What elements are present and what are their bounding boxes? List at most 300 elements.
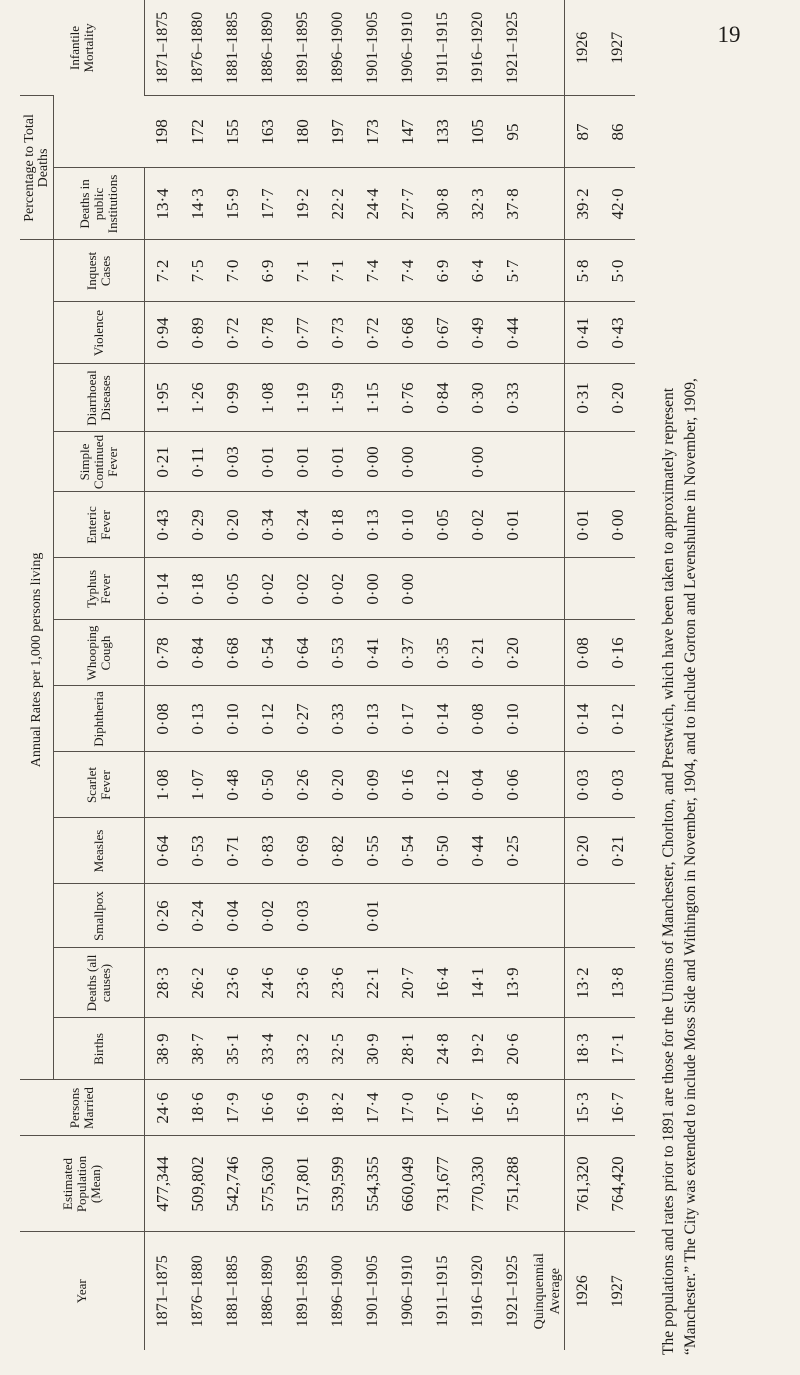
cell-measles: 0·54 [390, 818, 425, 884]
table-row [495, 0, 530, 1350]
cell-smallpox [425, 884, 460, 948]
cell-married: 15·3 [565, 1080, 601, 1136]
cell-violence: 0·43 [600, 302, 635, 364]
cell-typhus: 0·05 [215, 558, 250, 620]
table-row [145, 0, 181, 1350]
cell-married: 17·6 [425, 1080, 460, 1136]
cell-whooping: 0·41 [355, 620, 390, 686]
cell-married: 24·6 [145, 1080, 181, 1136]
cell-enteric: 0·02 [460, 492, 495, 558]
enteric-fever-header: Enteric Fever [54, 492, 145, 558]
cell-year: 1876–1880 [180, 1232, 215, 1350]
cell-year2: 1911–1915 [433, 11, 451, 84]
cell-inquest: 7·4 [390, 240, 425, 302]
page-number: 19 [717, 22, 741, 47]
cell-year: 1896–1900 [320, 1232, 355, 1350]
persons-married-header: Persons Married [20, 1080, 145, 1136]
cell-institutions: 19·2 [285, 168, 320, 240]
public-institutions-header: Deaths in public Institutions [54, 168, 145, 240]
cell-infantile: 172 [180, 96, 215, 168]
births-header: Births [54, 1018, 145, 1080]
table-row [355, 0, 390, 1350]
cell-institutions: 13·4 [145, 168, 181, 240]
cell-births: 35·1 [215, 1018, 250, 1080]
cell-population: 575,630 [250, 1136, 285, 1232]
cell-population: 477,344 [145, 1136, 181, 1232]
cell-deaths: 28·3 [145, 948, 181, 1018]
cell-scarlet: 0·16 [390, 752, 425, 818]
cell-year: 1926 [565, 1232, 601, 1350]
cell-diarrhoeal: 1·19 [285, 364, 320, 432]
cell-births: 19·2 [460, 1018, 495, 1080]
cell-enteric: 0·29 [180, 492, 215, 558]
cell-year2: 1926 [565, 0, 601, 96]
cell-scarlet: 0·04 [460, 752, 495, 818]
cell-simple [425, 432, 460, 492]
cell-enteric: 0·01 [565, 492, 601, 558]
cell-whooping: 0·84 [180, 620, 215, 686]
cell-infantile: 133 [425, 96, 460, 168]
cell-diphtheria: 0·12 [600, 686, 635, 752]
cell-enteric: 0·00 [600, 492, 635, 558]
cell-population: 539,599 [320, 1136, 355, 1232]
table-row [425, 0, 460, 1350]
cell-population: 761,320 [565, 1136, 601, 1232]
cell-deaths: 26·2 [180, 948, 215, 1018]
cell-year2: 1896–1900 [328, 11, 346, 84]
cell-inquest: 6·4 [460, 240, 495, 302]
cell-whooping: 0·78 [145, 620, 181, 686]
cell-diphtheria: 0·10 [215, 686, 250, 752]
cell-measles: 0·53 [180, 818, 215, 884]
cell-infantile: 173 [355, 96, 390, 168]
cell-measles: 0·71 [215, 818, 250, 884]
cell-infantile: 180 [285, 96, 320, 168]
cell-typhus [460, 558, 495, 620]
cell-institutions: 39·2 [565, 168, 601, 240]
cell-year2: 1891–1895 [293, 11, 311, 84]
cell-whooping: 0·08 [565, 620, 601, 686]
cell-simple: 0·11 [180, 432, 215, 492]
cell-violence: 0·44 [495, 302, 530, 364]
cell-diphtheria: 0·13 [355, 686, 390, 752]
cell-diphtheria: 0·12 [250, 686, 285, 752]
cell-deaths: 14·1 [460, 948, 495, 1018]
cell-inquest: 7·1 [285, 240, 320, 302]
cell-inquest: 7·5 [180, 240, 215, 302]
cell-measles: 0·44 [460, 818, 495, 884]
cell-diphtheria: 0·14 [565, 686, 601, 752]
cell-diarrhoeal: 0·30 [460, 364, 495, 432]
gap-cell [530, 364, 565, 432]
cell-deaths: 20·7 [390, 948, 425, 1018]
cell-year: 1901–1905 [355, 1232, 390, 1350]
cell-institutions: 24·4 [355, 168, 390, 240]
cell-whooping: 0·35 [425, 620, 460, 686]
cell-inquest: 6·9 [425, 240, 460, 302]
gap-cell [530, 1136, 565, 1232]
table-row [390, 0, 425, 1350]
cell-typhus [600, 558, 635, 620]
cell-infantile: 198 [145, 96, 181, 168]
cell-enteric: 0·34 [250, 492, 285, 558]
cell-violence: 0·73 [320, 302, 355, 364]
table-body [145, 0, 636, 1350]
cell-enteric: 0·43 [145, 492, 181, 558]
gap-cell [530, 432, 565, 492]
cell-whooping: 0·37 [390, 620, 425, 686]
cell-simple [495, 432, 530, 492]
table-row [250, 0, 285, 1350]
cell-simple: 0·00 [390, 432, 425, 492]
cell-inquest: 7·1 [320, 240, 355, 302]
cell-year: 1891–1895 [285, 1232, 320, 1350]
cell-married: 16·6 [250, 1080, 285, 1136]
footnote-line-1: The populations and rates prior to 1891 are those for the Unions of Manchester, Chorlton, and Prestwich, which have been taken to approximately represent [660, 388, 677, 1355]
cell-enteric: 0·18 [320, 492, 355, 558]
cell-whooping: 0·20 [495, 620, 530, 686]
cell-births: 38·9 [145, 1018, 181, 1080]
table-row [215, 0, 250, 1350]
cell-married: 15·8 [495, 1080, 530, 1136]
table-row [460, 0, 495, 1350]
cell-population: 660,049 [390, 1136, 425, 1232]
cell-births: 32·5 [320, 1018, 355, 1080]
cell-violence: 0·41 [565, 302, 601, 364]
gap-cell [530, 168, 565, 240]
cell-violence: 0·68 [390, 302, 425, 364]
cell-married: 16·7 [600, 1080, 635, 1136]
cell-diarrhoeal: 1·26 [180, 364, 215, 432]
cell-smallpox [460, 884, 495, 948]
cell-whooping: 0·21 [460, 620, 495, 686]
cell-population: 542,746 [215, 1136, 250, 1232]
cell-scarlet: 0·06 [495, 752, 530, 818]
row-gap [530, 0, 565, 1350]
cell-typhus [565, 558, 601, 620]
cell-typhus: 0·14 [145, 558, 181, 620]
cell-scarlet: 1·08 [145, 752, 181, 818]
cell-inquest: 7·0 [215, 240, 250, 302]
cell-violence: 0·67 [425, 302, 460, 364]
cell-simple: 0·01 [285, 432, 320, 492]
cell-infantile: 147 [390, 96, 425, 168]
cell-births: 20·6 [495, 1018, 530, 1080]
population-header [20, 1136, 145, 1232]
table-row [565, 0, 601, 1350]
cell-married: 18·6 [180, 1080, 215, 1136]
cell-smallpox: 0·03 [285, 884, 320, 948]
cell-institutions: 30·8 [425, 168, 460, 240]
cell-infantile: 87 [565, 96, 601, 168]
cell-enteric: 0·10 [390, 492, 425, 558]
smallpox-header: Smallpox [54, 884, 145, 948]
cell-births: 17·1 [600, 1018, 635, 1080]
cell-typhus: 0·02 [250, 558, 285, 620]
cell-diarrhoeal: 0·33 [495, 364, 530, 432]
cell-deaths: 16·4 [425, 948, 460, 1018]
cell-married: 17·9 [215, 1080, 250, 1136]
cell-deaths: 23·6 [320, 948, 355, 1018]
cell-year: 1927 [600, 1232, 635, 1350]
cell-simple [565, 432, 601, 492]
gap-cell [530, 686, 565, 752]
cell-enteric: 0·05 [425, 492, 460, 558]
cell-deaths: 22·1 [355, 948, 390, 1018]
cell-infantile: 86 [600, 96, 635, 168]
cell-diphtheria: 0·14 [425, 686, 460, 752]
cell-measles: 0·20 [565, 818, 601, 884]
cell-institutions: 37·8 [495, 168, 530, 240]
cell-violence: 0·77 [285, 302, 320, 364]
footnote-line-2: “Manchester.” The City was extended to include Moss Side and Withington in November, 1904, and to include Gorton and Levenshulme in November, 1909, [682, 378, 699, 1355]
gap-cell [530, 818, 565, 884]
gap-cell [530, 620, 565, 686]
cell-population: 764,420 [600, 1136, 635, 1232]
cell-measles: 0·25 [495, 818, 530, 884]
cell-simple: 0·21 [145, 432, 181, 492]
cell-whooping: 0·53 [320, 620, 355, 686]
cell-smallpox: 0·04 [215, 884, 250, 948]
cell-scarlet: 0·50 [250, 752, 285, 818]
gap-cell [530, 0, 565, 96]
cell-inquest: 7·4 [355, 240, 390, 302]
cell-measles: 0·64 [145, 818, 181, 884]
cell-scarlet: 0·12 [425, 752, 460, 818]
cell-institutions: 14·3 [180, 168, 215, 240]
cell-births: 30·9 [355, 1018, 390, 1080]
cell-violence: 0·94 [145, 302, 181, 364]
cell-births: 38·7 [180, 1018, 215, 1080]
cell-births: 24·8 [425, 1018, 460, 1080]
cell-year2: 1876–1880 [188, 11, 206, 84]
cell-infantile: 155 [215, 96, 250, 168]
cell-deaths: 13·9 [495, 948, 530, 1018]
cell-births: 28·1 [390, 1018, 425, 1080]
cell-typhus: 0·02 [320, 558, 355, 620]
cell-diarrhoeal: 0·20 [600, 364, 635, 432]
cell-violence: 0·78 [250, 302, 285, 364]
cell-inquest: 5·0 [600, 240, 635, 302]
cell-enteric: 0·24 [285, 492, 320, 558]
cell-smallpox [495, 884, 530, 948]
cell-scarlet: 0·26 [285, 752, 320, 818]
year-header: Year [20, 1232, 145, 1350]
cell-year2: 1871–1875 [153, 11, 171, 84]
cell-year2: 1916–1920 [468, 11, 486, 84]
cell-simple [600, 432, 635, 492]
cell-enteric: 0·01 [495, 492, 530, 558]
cell-year: 1916–1920 [460, 1232, 495, 1350]
statistics-table-rotated [20, 11, 720, 1350]
cell-smallpox [320, 884, 355, 948]
diarrhoeal-diseases-header: Diarrhoeal Diseases [54, 364, 145, 432]
cell-deaths: 13·8 [600, 948, 635, 1018]
cell-diphtheria: 0·17 [390, 686, 425, 752]
cell-infantile: 163 [250, 96, 285, 168]
cell-population: 554,355 [355, 1136, 390, 1232]
footnote [658, 35, 702, 1355]
cell-married: 17·4 [355, 1080, 390, 1136]
cell-typhus: 0·18 [180, 558, 215, 620]
cell-whooping: 0·54 [250, 620, 285, 686]
cell-diphtheria: 0·27 [285, 686, 320, 752]
cell-year2: 1881–1885 [223, 11, 241, 84]
cell-inquest: 5·8 [565, 240, 601, 302]
gap-cell [530, 302, 565, 364]
cell-deaths: 13·2 [565, 948, 601, 1018]
cell-year2: 1901–1905 [363, 11, 381, 84]
cell-infantile: 95 [495, 96, 530, 168]
cell-population: 517,801 [285, 1136, 320, 1232]
cell-measles: 0·55 [355, 818, 390, 884]
cell-scarlet: 0·09 [355, 752, 390, 818]
gap-cell [530, 884, 565, 948]
gap-cell [530, 1018, 565, 1080]
population-header-label: Estimated Population [60, 1155, 89, 1213]
annual-rates-header: Annual Rates per 1,000 persons living [20, 240, 54, 1080]
deaths-header: Deaths (all causes) [54, 948, 145, 1018]
gap-cell [530, 558, 565, 620]
gap-cell [530, 1080, 565, 1136]
cell-population: 770,330 [460, 1136, 495, 1232]
cell-diarrhoeal: 1·15 [355, 364, 390, 432]
cell-simple: 0·01 [320, 432, 355, 492]
whooping-cough-header: Whooping Cough [54, 620, 145, 686]
cell-infantile: 105 [460, 96, 495, 168]
cell-year2: 1927 [608, 31, 626, 64]
cell-measles: 0·69 [285, 818, 320, 884]
cell-year: 1881–1885 [215, 1232, 250, 1350]
cell-whooping: 0·64 [285, 620, 320, 686]
cell-violence: 0·49 [460, 302, 495, 364]
cell-inquest: 7·2 [145, 240, 181, 302]
percentage-header: Percentage to Total Deaths [20, 96, 54, 240]
table-row [320, 0, 355, 1350]
quinquennial-average-label: Quinquennial Average [530, 1232, 565, 1350]
table-row [180, 0, 215, 1350]
cell-population: 509,802 [180, 1136, 215, 1232]
cell-typhus: 0·00 [390, 558, 425, 620]
cell-whooping: 0·16 [600, 620, 635, 686]
cell-scarlet: 0·03 [600, 752, 635, 818]
cell-measles: 0·83 [250, 818, 285, 884]
cell-year2: 1906–1910 [398, 11, 416, 84]
cell-diarrhoeal: 1·95 [145, 364, 181, 432]
cell-scarlet: 0·03 [565, 752, 601, 818]
cell-diarrhoeal: 0·84 [425, 364, 460, 432]
cell-simple: 0·00 [355, 432, 390, 492]
cell-typhus [425, 558, 460, 620]
gap-cell [530, 948, 565, 1018]
cell-year: 1911–1915 [425, 1232, 460, 1350]
cell-typhus: 0·00 [355, 558, 390, 620]
cell-diarrhoeal: 0·31 [565, 364, 601, 432]
cell-simple: 0·00 [460, 432, 495, 492]
cell-institutions: 15·9 [215, 168, 250, 240]
cell-smallpox: 0·01 [355, 884, 390, 948]
cell-smallpox [390, 884, 425, 948]
cell-year: 1906–1910 [390, 1232, 425, 1350]
cell-married: 18·2 [320, 1080, 355, 1136]
cell-married: 17·0 [390, 1080, 425, 1136]
simple-continued-fever-header: Simple Continued Fever [54, 432, 145, 492]
cell-institutions: 27·7 [390, 168, 425, 240]
cell-year: 1871–1875 [145, 1232, 181, 1350]
cell-diphtheria: 0·33 [320, 686, 355, 752]
cell-smallpox: 0·24 [180, 884, 215, 948]
cell-inquest: 5·7 [495, 240, 530, 302]
cell-population: 751,288 [495, 1136, 530, 1232]
cell-measles: 0·82 [320, 818, 355, 884]
cell-married: 16·7 [460, 1080, 495, 1136]
cell-measles: 0·50 [425, 818, 460, 884]
cell-diarrhoeal: 0·76 [390, 364, 425, 432]
cell-year: 1886–1890 [250, 1232, 285, 1350]
scarlet-fever-header: Scarlet Fever [54, 752, 145, 818]
cell-year2: 1921–1925 [503, 11, 521, 84]
cell-whooping: 0·68 [215, 620, 250, 686]
cell-year: 1921–1925 [495, 1232, 530, 1350]
cell-institutions: 17·7 [250, 168, 285, 240]
diphtheria-header: Diphtheria [54, 686, 145, 752]
cell-diphtheria: 0·13 [180, 686, 215, 752]
cell-enteric: 0·20 [215, 492, 250, 558]
cell-inquest: 6·9 [250, 240, 285, 302]
cell-typhus: 0·02 [285, 558, 320, 620]
cell-smallpox: 0·02 [250, 884, 285, 948]
cell-births: 33·4 [250, 1018, 285, 1080]
cell-deaths: 23·6 [285, 948, 320, 1018]
cell-smallpox: 0·26 [145, 884, 181, 948]
cell-year2: 1886–1890 [258, 11, 276, 84]
cell-violence: 0·89 [180, 302, 215, 364]
cell-diarrhoeal: 1·59 [320, 364, 355, 432]
cell-institutions: 32·3 [460, 168, 495, 240]
cell-births: 33·2 [285, 1018, 320, 1080]
cell-institutions: 22·2 [320, 168, 355, 240]
cell-diphtheria: 0·10 [495, 686, 530, 752]
cell-infantile: 197 [320, 96, 355, 168]
cell-deaths: 23·6 [215, 948, 250, 1018]
gap-cell [530, 96, 565, 168]
cell-married: 16·9 [285, 1080, 320, 1136]
cell-diphtheria: 0·08 [460, 686, 495, 752]
cell-deaths: 24·6 [250, 948, 285, 1018]
population-mean-label: (Mean) [88, 1164, 103, 1204]
cell-simple: 0·03 [215, 432, 250, 492]
cell-diphtheria: 0·08 [145, 686, 181, 752]
typhus-fever-header: Typhus Fever [54, 558, 145, 620]
cell-scarlet: 0·20 [320, 752, 355, 818]
cell-births: 18·3 [565, 1018, 601, 1080]
cell-smallpox [600, 884, 635, 948]
gap-cell [530, 752, 565, 818]
inquest-cases-header: Inquest Cases [54, 240, 145, 302]
table-row [600, 0, 635, 1350]
violence-header: Violence [54, 302, 145, 364]
cell-diarrhoeal: 0·99 [215, 364, 250, 432]
cell-enteric: 0·13 [355, 492, 390, 558]
cell-typhus [495, 558, 530, 620]
cell-scarlet: 0·48 [215, 752, 250, 818]
cell-violence: 0·72 [355, 302, 390, 364]
cell-violence: 0·72 [215, 302, 250, 364]
cell-scarlet: 1·07 [180, 752, 215, 818]
cell-measles: 0·21 [600, 818, 635, 884]
cell-simple: 0·01 [250, 432, 285, 492]
cell-institutions: 42·0 [600, 168, 635, 240]
